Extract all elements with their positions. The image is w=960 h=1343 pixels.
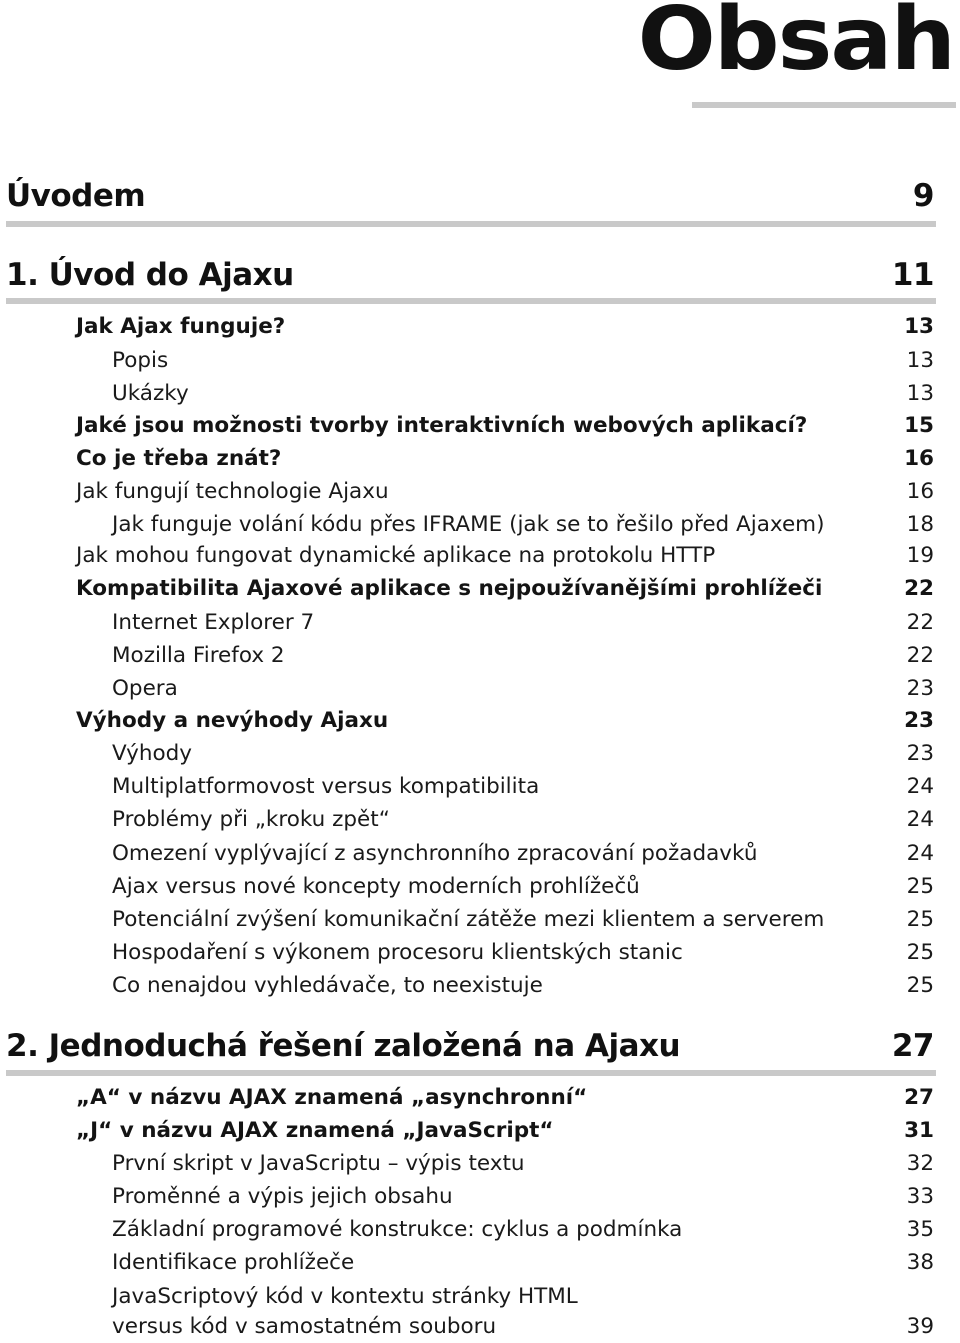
entry-label: Jaké jsou možnosti tvorby interaktivních webových aplikací? xyxy=(76,413,808,438)
toc-entry xyxy=(76,573,934,605)
toc-entry xyxy=(112,378,934,410)
entry-label: Omezení vyplývající z asynchronního zpracování požadavků xyxy=(112,841,758,866)
entry-label: Opera xyxy=(112,676,178,701)
toc-entry xyxy=(112,1148,934,1180)
entry-label: „A“ v názvu AJAX znamená „asynchronní“ xyxy=(76,1085,588,1110)
entry-label: Základní programové konstrukce: cyklus a podmínka xyxy=(112,1217,683,1242)
entry-page: 33 xyxy=(906,1184,934,1209)
entry-label: Ukázky xyxy=(112,381,189,406)
entry-page: 13 xyxy=(906,381,934,406)
toc-entry xyxy=(112,804,934,836)
entry-page: 24 xyxy=(906,774,934,799)
toc-entry xyxy=(112,738,934,770)
toc-entry xyxy=(112,1181,934,1213)
entry-page: 23 xyxy=(906,741,934,766)
entry-label: Co je třeba znát? xyxy=(76,446,282,471)
toc-entry xyxy=(112,838,934,870)
title-underline xyxy=(692,102,956,108)
entry-label: Jak Ajax funguje? xyxy=(76,314,286,339)
toc-entry xyxy=(112,1214,934,1246)
entry-page: 15 xyxy=(904,413,934,438)
chapter-page: 9 xyxy=(912,178,934,214)
toc-entry xyxy=(76,311,934,343)
entry-label: Internet Explorer 7 xyxy=(112,610,315,635)
entry-page: 23 xyxy=(906,676,934,701)
entry-page: 32 xyxy=(906,1151,934,1176)
entry-page: 16 xyxy=(904,446,934,471)
entry-page: 24 xyxy=(906,807,934,832)
entry-label: Výhody a nevýhody Ajaxu xyxy=(76,708,389,733)
toc-entry xyxy=(76,1082,934,1114)
entry-label: První skript v JavaScriptu – výpis textu xyxy=(112,1151,525,1176)
chapter-heading xyxy=(6,1028,934,1068)
chapter-page: 11 xyxy=(891,257,934,293)
entry-label: Jak funguje volání kódu přes IFRAME (jak se to řešilo před Ajaxem) xyxy=(112,512,825,537)
entry-label: Kompatibilita Ajaxové aplikace s nejpoužívanějšími prohlížeči xyxy=(76,576,823,601)
entry-label: Multiplatformovost versus kompatibilita xyxy=(112,774,540,799)
entry-label: Co nenajdou vyhledávače, to neexistuje xyxy=(112,973,543,998)
entry-label: JavaScriptový kód v kontextu stránky HTML xyxy=(112,1284,578,1309)
entry-page: 24 xyxy=(906,841,934,866)
toc-entry xyxy=(112,509,934,541)
entry-page: 25 xyxy=(906,874,934,899)
entry-page: 25 xyxy=(906,973,934,998)
chapter-title: 1. Úvod do Ajaxu xyxy=(6,257,294,293)
entry-page: 13 xyxy=(904,314,934,339)
page-title: Obsah xyxy=(637,0,954,91)
entry-page: 35 xyxy=(906,1217,934,1242)
toc-entry xyxy=(76,1115,934,1147)
toc-entry xyxy=(112,937,934,969)
entry-page: 19 xyxy=(906,543,934,568)
toc-entry xyxy=(112,1281,934,1313)
chapter-heading xyxy=(6,257,934,297)
toc-entry xyxy=(76,705,934,737)
entry-label: Potenciální zvýšení komunikační zátěže mezi klientem a serverem xyxy=(112,907,825,932)
chapter-rule xyxy=(6,221,936,227)
entry-page: 23 xyxy=(904,708,934,733)
toc-entry xyxy=(76,540,934,572)
entry-page: 25 xyxy=(906,940,934,965)
entry-label: Popis xyxy=(112,348,169,373)
entry-page: 22 xyxy=(904,576,934,601)
entry-label: Ajax versus nové koncepty moderních prohlížečů xyxy=(112,874,640,899)
entry-label: Identifikace prohlížeče xyxy=(112,1250,355,1275)
entry-label: Hospodaření s výkonem procesoru klientských stanic xyxy=(112,940,683,965)
toc-entry xyxy=(112,1247,934,1279)
chapter-title: 2. Jednoduchá řešení založená na Ajaxu xyxy=(6,1028,681,1064)
chapter-page: 27 xyxy=(891,1028,934,1064)
toc-entry xyxy=(76,443,934,475)
toc-entry xyxy=(112,904,934,936)
entry-page: 31 xyxy=(904,1118,934,1143)
entry-page: 13 xyxy=(906,348,934,373)
toc-entry xyxy=(112,640,934,672)
toc-entry xyxy=(112,871,934,903)
toc-entry xyxy=(76,410,934,442)
toc-entry xyxy=(112,771,934,803)
entry-page: 27 xyxy=(904,1085,934,1110)
entry-label: Mozilla Firefox 2 xyxy=(112,643,285,668)
entry-label: versus kód v samostatném souboru xyxy=(112,1314,497,1339)
entry-page: 39 xyxy=(906,1314,934,1339)
entry-page: 18 xyxy=(906,512,934,537)
entry-page: 22 xyxy=(906,643,934,668)
entry-label: Proměnné a výpis jejich obsahu xyxy=(112,1184,453,1209)
chapter-rule xyxy=(6,1070,936,1076)
entry-page: 16 xyxy=(906,479,934,504)
chapter-rule xyxy=(6,298,936,304)
entry-label: Problémy při „kroku zpět“ xyxy=(112,807,390,832)
entry-label: Jak mohou fungovat dynamické aplikace na protokolu HTTP xyxy=(76,543,716,568)
toc-entry xyxy=(112,673,934,705)
entry-label: Výhody xyxy=(112,741,193,766)
entry-label: „J“ v názvu AJAX znamená „JavaScript“ xyxy=(76,1118,554,1143)
toc-entry xyxy=(112,607,934,639)
entry-page: 22 xyxy=(906,610,934,635)
entry-page: 38 xyxy=(906,1250,934,1275)
toc-entry xyxy=(112,345,934,377)
entry-label: Jak fungují technologie Ajaxu xyxy=(76,479,389,504)
toc-entry xyxy=(76,476,934,508)
toc-entry xyxy=(112,970,934,1002)
toc-entry xyxy=(112,1311,934,1343)
chapter-title: Úvodem xyxy=(6,178,146,214)
chapter-heading xyxy=(6,178,934,218)
entry-page: 25 xyxy=(906,907,934,932)
